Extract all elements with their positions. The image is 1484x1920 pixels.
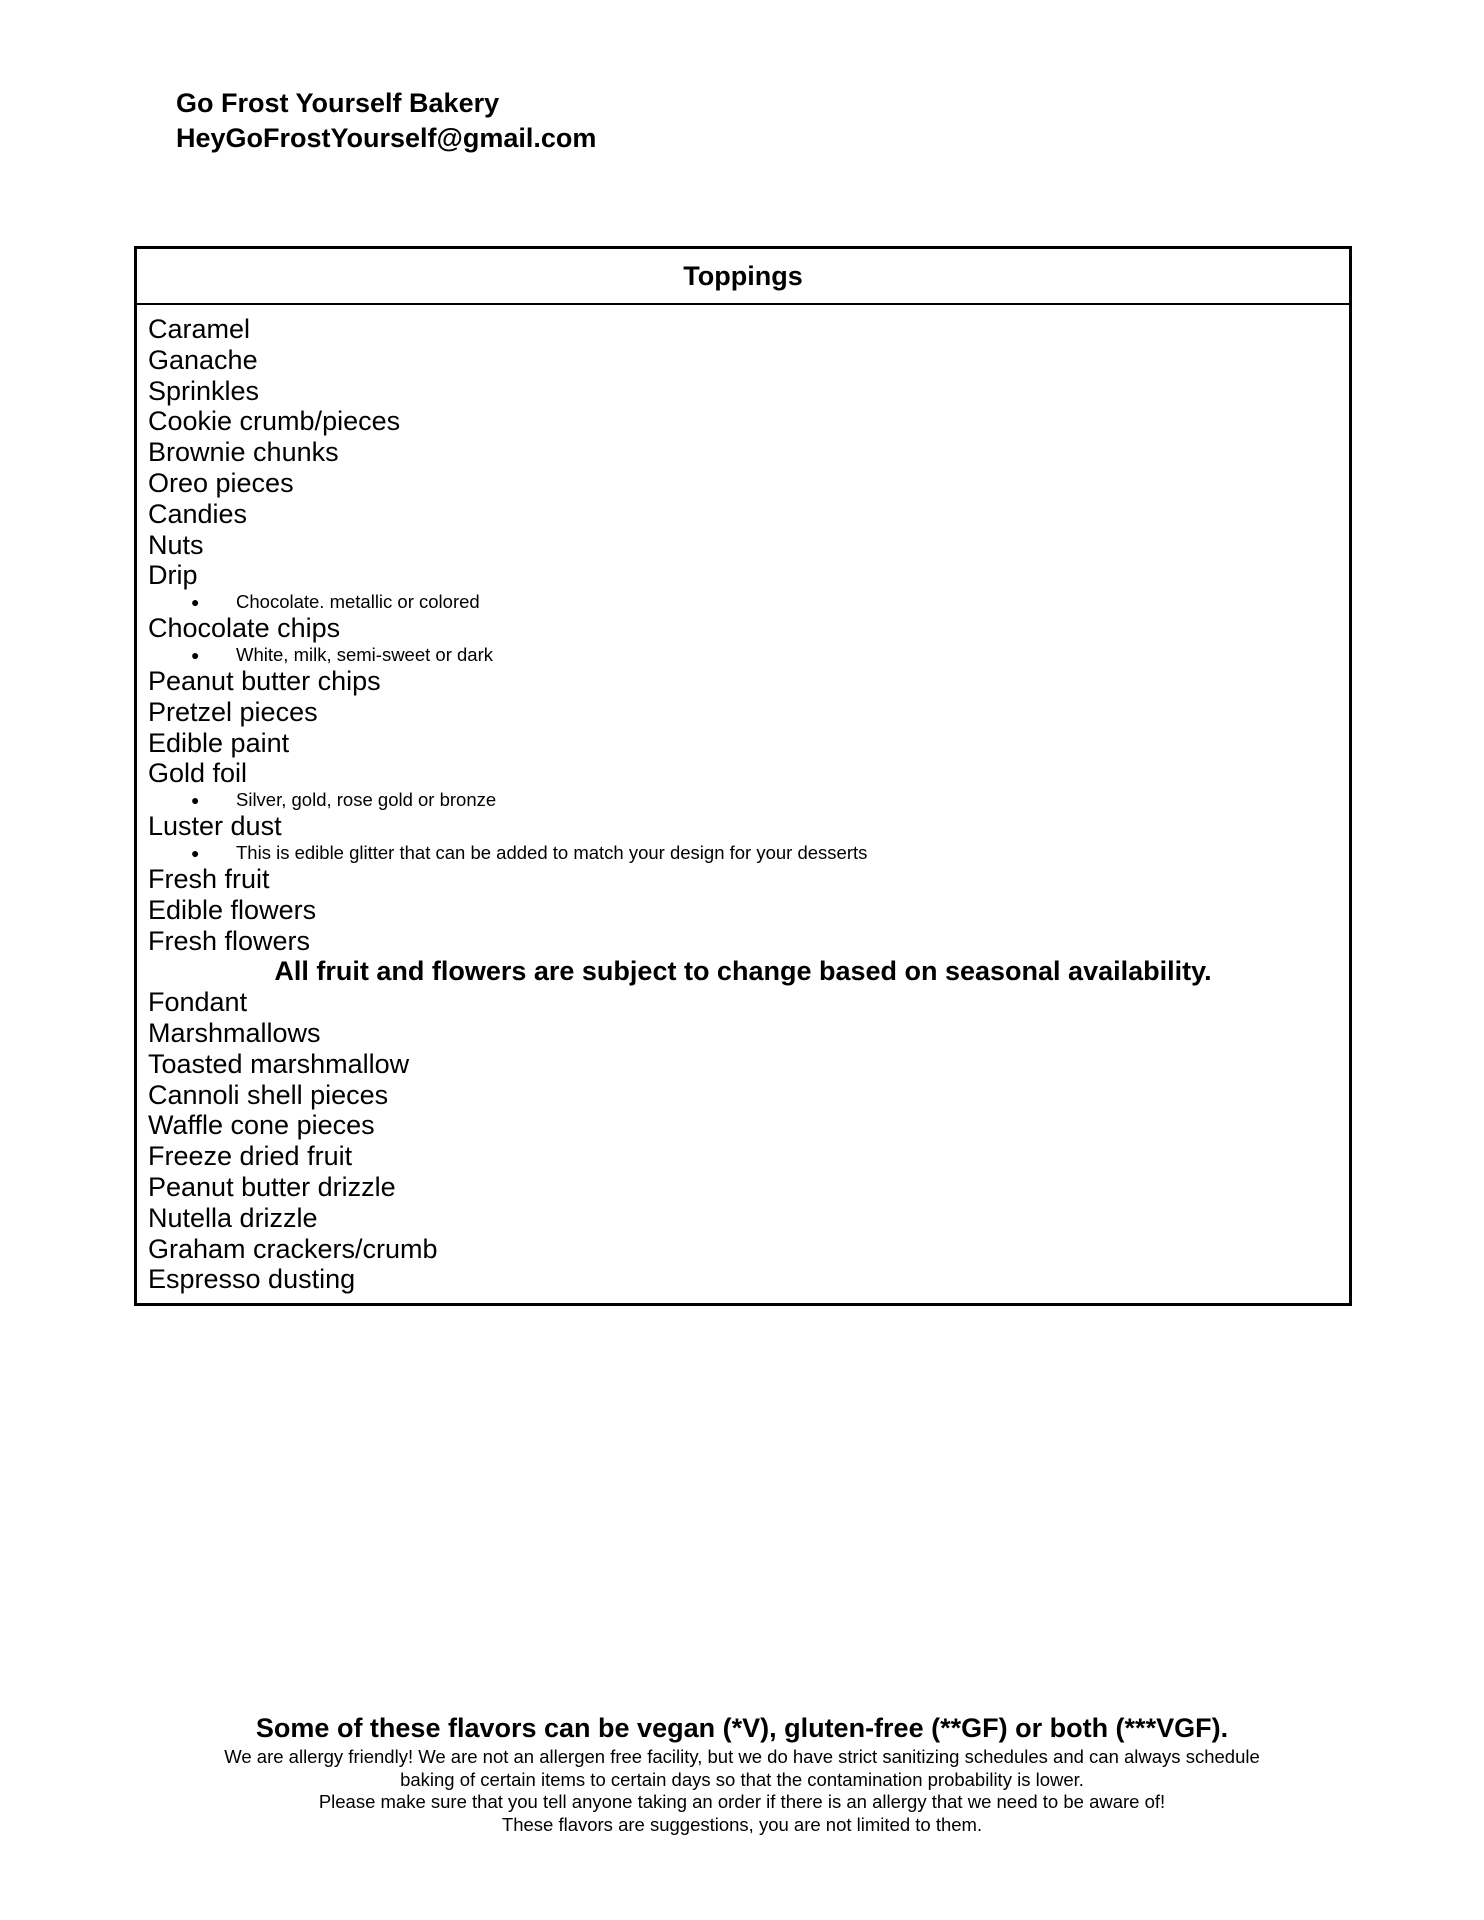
topping-detail-text: Silver, gold, rose gold or bronze — [236, 789, 497, 811]
topping-item: Pretzel pieces — [148, 696, 318, 727]
allergy-footer — [100, 1710, 1384, 1836]
topping-item: Drip — [148, 560, 198, 591]
topping-detail — [148, 789, 1338, 811]
contact-email: HeyGoFrostYourself@gmail.com — [176, 123, 597, 153]
topping-detail — [148, 591, 1338, 613]
bullet-icon: ● — [191, 792, 200, 809]
topping-item: Fresh fruit — [148, 863, 270, 894]
topping-detail-text: White, milk, semi-sweet or dark — [236, 643, 493, 665]
topping-item: Oreo pieces — [148, 467, 294, 498]
letterhead — [176, 86, 596, 156]
topping-item: Chocolate chips — [148, 613, 341, 644]
topping-item: Edible paint — [148, 727, 290, 758]
toppings-table — [134, 246, 1352, 1306]
toppings-title: Toppings — [137, 249, 1349, 305]
topping-item: Marshmallows — [148, 1017, 321, 1048]
topping-detail-text: This is edible glitter that can be added to match your design for your desserts — [236, 841, 868, 863]
topping-item: Sprinkles — [148, 375, 260, 406]
footer-line: We are allergy friendly! We are not an allergen free facility, but we do have strict sanitizing schedules and can always schedule — [224, 1746, 1260, 1767]
topping-item: Espresso dusting — [148, 1264, 356, 1295]
topping-item: Candies — [148, 498, 248, 529]
bullet-icon: ● — [191, 844, 200, 861]
business-name: Go Frost Yourself Bakery — [176, 88, 500, 118]
bullet-icon: ● — [191, 594, 200, 611]
topping-item: Nuts — [148, 529, 204, 560]
topping-item: Peanut butter chips — [148, 665, 381, 696]
toppings-list — [137, 305, 1349, 1303]
topping-detail — [148, 644, 1338, 666]
topping-item: Graham crackers/crumb — [148, 1233, 438, 1264]
topping-item: Nutella drizzle — [148, 1202, 318, 1233]
topping-item: Gold foil — [148, 758, 248, 789]
seasonal-availability-note: All fruit and flowers are subject to change based on seasonal availability. — [274, 956, 1212, 987]
topping-detail-text: Chocolate. metallic or colored — [236, 591, 480, 613]
topping-item: Cookie crumb/pieces — [148, 406, 401, 437]
diet-options-heading: Some of these flavors can be vegan (*V), gluten-free (**GF) or both (***VGF). — [255, 1713, 1229, 1743]
topping-item: Fondant — [148, 987, 248, 1018]
footer-line: These flavors are suggestions, you are not limited to them. — [501, 1813, 983, 1835]
topping-item: Ganache — [148, 344, 258, 375]
topping-detail — [148, 842, 1338, 864]
bullet-icon: ● — [191, 646, 200, 663]
footer-line: baking of certain items to certain days so that the contamination probability is lower. — [400, 1768, 1084, 1790]
topping-item: Waffle cone pieces — [148, 1110, 375, 1141]
topping-item: Fresh flowers — [148, 925, 311, 956]
topping-item: Cannoli shell pieces — [148, 1079, 389, 1110]
topping-item: Caramel — [148, 314, 251, 344]
topping-item: Toasted marshmallow — [148, 1048, 410, 1079]
topping-item: Brownie chunks — [148, 437, 339, 468]
footer-line: Please make sure that you tell anyone taking an order if there is an allergy that we need to be aware of! — [318, 1791, 1166, 1812]
topping-item: Peanut butter drizzle — [148, 1171, 396, 1202]
topping-item: Luster dust — [148, 811, 282, 842]
topping-item: Freeze dried fruit — [148, 1141, 353, 1172]
topping-item: Edible flowers — [148, 894, 317, 925]
